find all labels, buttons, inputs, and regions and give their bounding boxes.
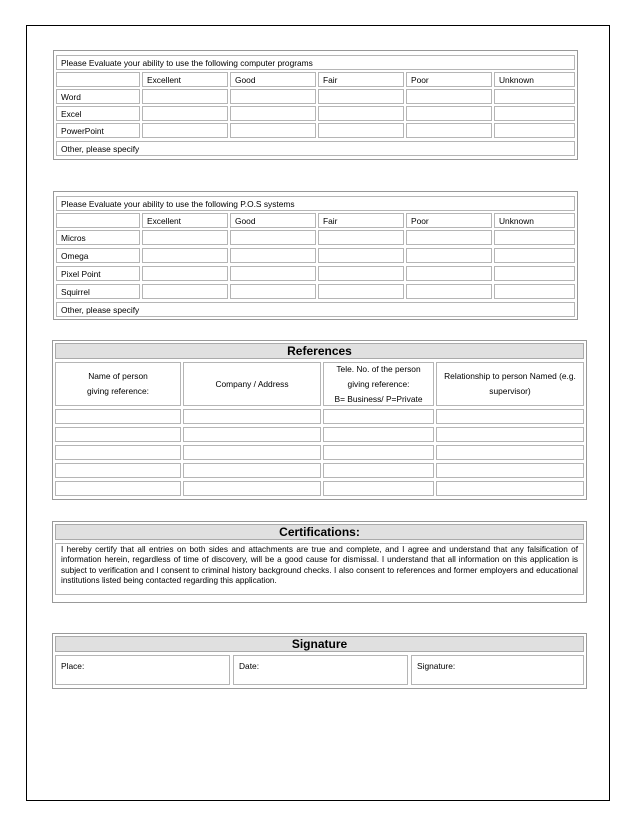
- references-title: References: [55, 343, 584, 359]
- rating-cell[interactable]: [494, 123, 575, 138]
- ref-phone-field[interactable]: [323, 445, 434, 460]
- ref-col-name-line1: Name of person: [88, 371, 148, 381]
- rating-cell[interactable]: [142, 284, 228, 299]
- ref-company-field[interactable]: [183, 409, 321, 424]
- pos-row-label: Pixel Point: [56, 266, 140, 281]
- signature-section: [52, 633, 587, 689]
- certifications-title: Certifications:: [55, 524, 584, 540]
- ref-name-field[interactable]: [55, 427, 181, 442]
- pos-title: Please Evaluate your ability to use the following P.O.S systems: [56, 196, 575, 211]
- ref-company-field[interactable]: [183, 463, 321, 478]
- programs-header-blank: [56, 72, 140, 87]
- rating-cell[interactable]: [494, 266, 575, 281]
- ref-relationship-field[interactable]: [436, 463, 584, 478]
- rating-cell[interactable]: [406, 106, 492, 121]
- programs-col-fair: Fair: [318, 72, 404, 87]
- ref-col-company: Company / Address: [183, 362, 321, 406]
- rating-cell[interactable]: [230, 230, 316, 245]
- ref-name-field[interactable]: [55, 481, 181, 496]
- rating-cell[interactable]: [318, 230, 404, 245]
- ref-phone-field[interactable]: [323, 409, 434, 424]
- ref-col-relationship-line1: Relationship to person Named (e.g.: [444, 371, 576, 381]
- ref-company-field[interactable]: [183, 427, 321, 442]
- ref-col-phone-line1: Tele. No. of the person: [336, 363, 421, 374]
- programs-col-good: Good: [230, 72, 316, 87]
- rating-cell[interactable]: [142, 230, 228, 245]
- ref-col-name: [55, 362, 181, 406]
- program-row-label: Excel: [56, 106, 140, 121]
- pos-header-blank: [56, 213, 140, 228]
- rating-cell[interactable]: [494, 106, 575, 121]
- rating-cell[interactable]: [494, 284, 575, 299]
- programs-title: Please Evaluate your ability to use the following computer programs: [56, 55, 575, 70]
- rating-cell[interactable]: [230, 284, 316, 299]
- pos-systems-section: [53, 191, 578, 320]
- rating-cell[interactable]: [230, 106, 316, 121]
- pos-col-poor: Poor: [406, 213, 492, 228]
- pos-row-label: Omega: [56, 248, 140, 263]
- pos-col-excellent: Excellent: [142, 213, 228, 228]
- ref-col-name-line2: giving reference:: [87, 386, 149, 396]
- ref-name-field[interactable]: [55, 409, 181, 424]
- rating-cell[interactable]: [318, 284, 404, 299]
- rating-cell[interactable]: [230, 266, 316, 281]
- ref-relationship-field[interactable]: [436, 409, 584, 424]
- rating-cell[interactable]: [142, 106, 228, 121]
- ref-col-phone-line3: B= Business/ P=Private: [334, 393, 423, 404]
- rating-cell[interactable]: [142, 89, 228, 104]
- certification-statement: I hereby certify that all entries on both sides and attachments are true and complete, and I agree and understand that any falsification of information herein, regardless of time of discovery, will be a good cause for dismissal. I understand that all information on this application is subject to verification and I consent to criminal history background checks. I also consent to references and former employers and educational institutions listed being contacted regarding this application.: [55, 543, 584, 595]
- ref-company-field[interactable]: [183, 481, 321, 496]
- rating-cell[interactable]: [142, 266, 228, 281]
- rating-cell[interactable]: [318, 123, 404, 138]
- ref-phone-field[interactable]: [323, 463, 434, 478]
- rating-cell[interactable]: [230, 248, 316, 263]
- rating-cell[interactable]: [406, 248, 492, 263]
- signature-field[interactable]: Signature:: [411, 655, 584, 685]
- programs-col-poor: Poor: [406, 72, 492, 87]
- program-row-label: PowerPoint: [56, 123, 140, 138]
- ref-relationship-field[interactable]: [436, 481, 584, 496]
- ref-relationship-field[interactable]: [436, 427, 584, 442]
- rating-cell[interactable]: [406, 123, 492, 138]
- place-field[interactable]: Place:: [55, 655, 230, 685]
- certifications-section: [52, 521, 587, 603]
- rating-cell[interactable]: [230, 89, 316, 104]
- pos-col-unknown: Unknown: [494, 213, 575, 228]
- rating-cell[interactable]: [494, 89, 575, 104]
- rating-cell[interactable]: [318, 89, 404, 104]
- rating-cell[interactable]: [318, 266, 404, 281]
- rating-cell[interactable]: [494, 230, 575, 245]
- pos-col-fair: Fair: [318, 213, 404, 228]
- rating-cell[interactable]: [406, 266, 492, 281]
- rating-cell[interactable]: [142, 123, 228, 138]
- ref-col-phone: [323, 362, 434, 406]
- ref-company-field[interactable]: [183, 445, 321, 460]
- pos-col-good: Good: [230, 213, 316, 228]
- rating-cell[interactable]: [494, 248, 575, 263]
- rating-cell[interactable]: [406, 89, 492, 104]
- rating-cell[interactable]: [318, 248, 404, 263]
- programs-other-field[interactable]: Other, please specify: [56, 141, 575, 156]
- ref-name-field[interactable]: [55, 445, 181, 460]
- ref-col-relationship-line2: supervisor): [489, 386, 531, 396]
- ref-phone-field[interactable]: [323, 427, 434, 442]
- rating-cell[interactable]: [318, 106, 404, 121]
- ref-col-phone-line2: giving reference:: [347, 378, 410, 389]
- references-section: [52, 340, 587, 500]
- ref-col-relationship: [436, 362, 584, 406]
- rating-cell[interactable]: [406, 230, 492, 245]
- date-field[interactable]: Date:: [233, 655, 408, 685]
- programs-col-excellent: Excellent: [142, 72, 228, 87]
- form-page: [26, 25, 610, 801]
- signature-title: Signature: [55, 636, 584, 652]
- program-row-label: Word: [56, 89, 140, 104]
- pos-row-label: Micros: [56, 230, 140, 245]
- programs-col-unknown: Unknown: [494, 72, 575, 87]
- pos-other-field[interactable]: Other, please specify: [56, 302, 575, 317]
- rating-cell[interactable]: [406, 284, 492, 299]
- rating-cell[interactable]: [142, 248, 228, 263]
- pos-row-label: Squirrel: [56, 284, 140, 299]
- ref-phone-field[interactable]: [323, 481, 434, 496]
- ref-relationship-field[interactable]: [436, 445, 584, 460]
- rating-cell[interactable]: [230, 123, 316, 138]
- computer-programs-section: [53, 50, 578, 160]
- ref-name-field[interactable]: [55, 463, 181, 478]
